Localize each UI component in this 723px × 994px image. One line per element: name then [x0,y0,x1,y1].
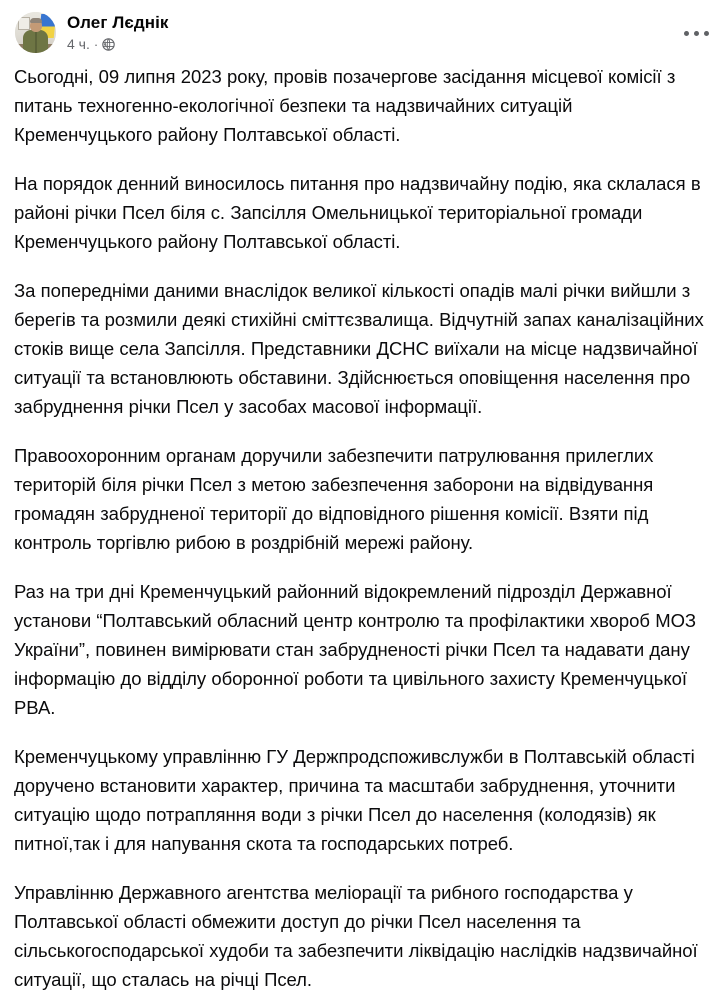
post-paragraph: Раз на три дні Кременчуцький районний відокремлений підрозділ Державної установи “Полтавський обласний центр контролю та профілактики хвороб МОЗ України”, повинен вимірювати стан забрудненості річки Псел та надавати дану інформацію до відділу оборонної роботи та цивільного захисту Кременчуцької РВА. [14,581,697,718]
post-paragraph: Кременчуцькому управлінню ГУ Держпродспоживслужби в Полтавській області доручено встановити характер, причина та масштаби забруднення, уточнити ситуацію щодо потрапляння води з річки Псел до населення (колодязів) як питної,так і для напування скота та господарських потреб. [14,746,695,854]
post-timestamp[interactable]: 4 ч. [67,36,90,52]
ellipsis-dot [694,31,699,36]
post-header [0,0,723,62]
post-paragraph: Сьогодні, 09 липня 2023 року, провів позачергове засідання місцевої комісії з питань техногенно-екологічної безпеки та надзвичайних ситуацій Кременчуцького району Полтавської області. [14,66,676,145]
globe-icon[interactable] [102,38,115,51]
post-paragraph: На порядок денний виносилось питання про надзвичайну подію, яка склалася в районі річки Псел біля с. Запсілля Омельницької територіальної громади Кременчуцького району Полтавської області. [14,173,701,252]
post-message-body [0,62,723,994]
ellipsis-dot [684,31,689,36]
post-header-text [67,11,169,53]
post-paragraph: Управлінню Державного агентства меліорації та рибного господарства у Полтавської області обмежити доступ до річки Псел населення та сільськогосподарської худоби та забезпечити ліквідацію наслідків надзвичайної ситуації, що сталась на річці Псел. [14,882,698,990]
avatar-wall-frame [18,17,30,30]
author-name[interactable]: Олег Лєднік [67,13,169,32]
avatar-torso [23,30,48,53]
post-more-options-button[interactable] [675,22,709,44]
avatar[interactable] [15,12,56,53]
meta-separator: · [93,37,99,52]
avatar-hair [30,18,42,23]
ellipsis-dot [704,31,709,36]
post-paragraph: За попередніми даними внаслідок великої кількості опадів малі річки вийшли з берегів та розмили деякі стихійні сміттєзвалища. Відчутній запах каналізаційних стоків вище села Запсілля. Представники ДСНС виїхали на місце надзвичайної ситуації та встановлюють обставини. Здійснюється оповіщення населення про забруднення річки Псел у засобах масової інформації. [14,280,704,417]
post-paragraph: Правоохоронним органам доручили забезпечити патрулювання прилеглих територій біля річки Псел з метою забезпечення заборони на відвідування громадян забрудненої території до відповідного рішення комісії. Взяти під контроль торгівлю рибою в роздрібній мережі району. [14,445,654,553]
post-meta [67,36,169,53]
